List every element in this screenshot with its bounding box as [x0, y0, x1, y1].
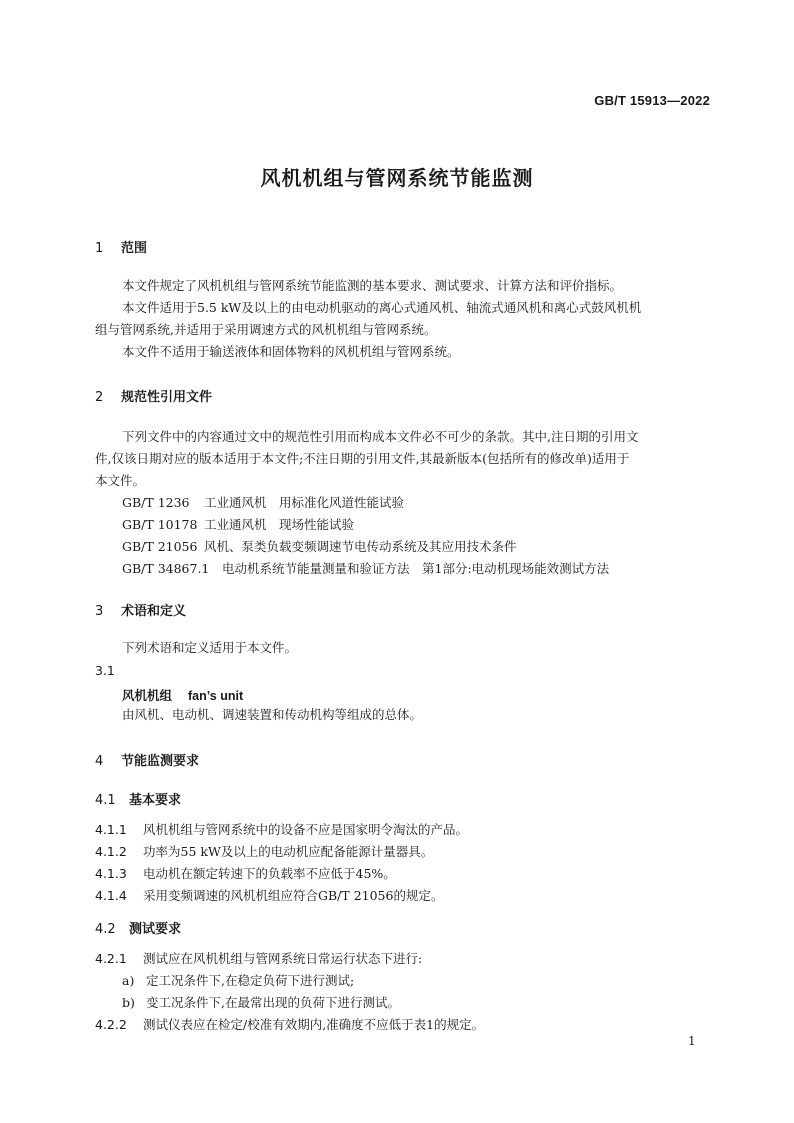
clause-number: 4.1.1 — [95, 822, 127, 837]
reference-title: 工业通风机 现场性能试验 — [204, 517, 355, 532]
paragraph: 下列文件中的内容通过文中的规范性引用而构成本文件必不可少的条款。其中,注日期的引用文 — [122, 429, 639, 444]
term-heading — [122, 686, 243, 704]
section-3-heading — [95, 600, 186, 619]
clause-item — [95, 864, 396, 882]
reference-code: GB/T 34867.1 — [122, 561, 210, 576]
reference-code: GB/T 1236 — [122, 495, 190, 510]
list-text: 变工况条件下,在最常出现的负荷下进行测试。 — [146, 995, 400, 1010]
clause-number: 4.1.4 — [95, 888, 127, 903]
list-marker: b) — [122, 995, 135, 1010]
reference-code: GB/T 21056 — [122, 539, 198, 554]
list-item — [122, 993, 400, 1011]
term-english: fan’s unit — [188, 689, 244, 703]
subsection-title: 测试要求 — [129, 922, 182, 937]
section-number: 4 — [95, 754, 104, 769]
clause-item — [95, 949, 422, 967]
paragraph: 本文件不适用于输送液体和固体物料的风机机组与管网系统。 — [122, 344, 460, 359]
subsection-title: 基本要求 — [129, 793, 182, 808]
list-item — [122, 971, 354, 989]
section-title: 节能监测要求 — [121, 754, 200, 769]
clause-item — [95, 842, 433, 860]
list-marker: a) — [122, 973, 135, 988]
section-4-heading — [95, 750, 199, 769]
clause-text: 风机机组与管网系统中的设备不应是国家明令淘汰的产品。 — [143, 822, 469, 837]
page-number: 1 — [688, 1034, 696, 1048]
term-chinese: 风机机组 — [122, 688, 173, 703]
term-number-label: 3.1 — [95, 663, 115, 678]
clause-item — [95, 820, 468, 838]
section-number: 1 — [95, 241, 104, 256]
reference-item — [122, 492, 404, 514]
standard-code: GB/T 15913—2022 — [594, 93, 710, 108]
reference-item — [122, 536, 517, 558]
section-number: 3 — [95, 604, 104, 619]
list-text: 定工况条件下,在稳定负荷下进行测试; — [146, 973, 355, 988]
clause-number: 4.2.2 — [95, 1017, 127, 1032]
term-number — [95, 663, 143, 678]
section-2-heading — [95, 386, 212, 405]
section-title: 规范性引用文件 — [121, 390, 213, 405]
subsection-number: 4.2 — [95, 922, 116, 937]
subsection-4-1-heading — [95, 789, 181, 808]
clause-number: 4.1.2 — [95, 844, 127, 859]
clause-text: 电动机在额定转速下的负载率不应低于45%。 — [143, 866, 396, 881]
clause-number: 4.1.3 — [95, 866, 127, 881]
paragraph-continuation: 件,仅该日期对应的版本适用于本文件;不注日期的引用文件,其最新版本(包括所有的修改单)适用于 — [95, 451, 630, 466]
reference-item — [122, 514, 354, 536]
reference-code: GB/T 10178 — [122, 517, 198, 532]
subsection-4-2-heading — [95, 918, 181, 937]
section-1-heading — [95, 237, 147, 256]
clause-text: 测试仪表应在检定/校准有效期内,准确度不应低于表1的规定。 — [143, 1017, 485, 1032]
reference-item — [122, 558, 609, 580]
paragraph-continuation: 组与管网系统,并适用于采用调速方式的风机机组与管网系统。 — [95, 322, 437, 337]
reference-title: 工业通风机 用标准化风道性能试验 — [204, 495, 405, 510]
paragraph: 本文件适用于5.5 kW及以上的由电动机驱动的离心式通风机、轴流式通风机和离心式鼓风机机 — [122, 300, 642, 315]
section-number: 2 — [95, 390, 104, 405]
clause-text: 采用变频调速的风机机组应符合GB/T 21056的规定。 — [143, 888, 444, 903]
section-title: 范围 — [121, 241, 148, 256]
clause-text: 功率为55 kW及以上的电动机应配备能源计量器具。 — [143, 844, 434, 859]
document-title: 风机机组与管网系统节能监测 — [260, 166, 534, 190]
term-definition: 由风机、电动机、调速装置和传动机构等组成的总体。 — [122, 707, 423, 722]
clause-text: 测试应在风机机组与管网系统日常运行状态下进行: — [143, 951, 423, 966]
paragraph: 下列术语和定义适用于本文件。 — [122, 640, 298, 655]
clause-item — [95, 886, 443, 904]
clause-number: 4.2.1 — [95, 951, 127, 966]
paragraph-continuation: 本文件。 — [95, 473, 146, 488]
reference-title: 风机、泵类负载变频调速节电传动系统及其应用技术条件 — [204, 539, 517, 554]
section-title: 术语和定义 — [121, 604, 187, 619]
clause-item — [95, 1015, 484, 1033]
reference-title: 电动机系统节能量测量和验证方法 第1部分:电动机现场能效测试方法 — [222, 561, 610, 576]
subsection-number: 4.1 — [95, 793, 116, 808]
paragraph: 本文件规定了风机机组与管网系统节能监测的基本要求、测试要求、计算方法和评价指标。 — [122, 278, 623, 293]
